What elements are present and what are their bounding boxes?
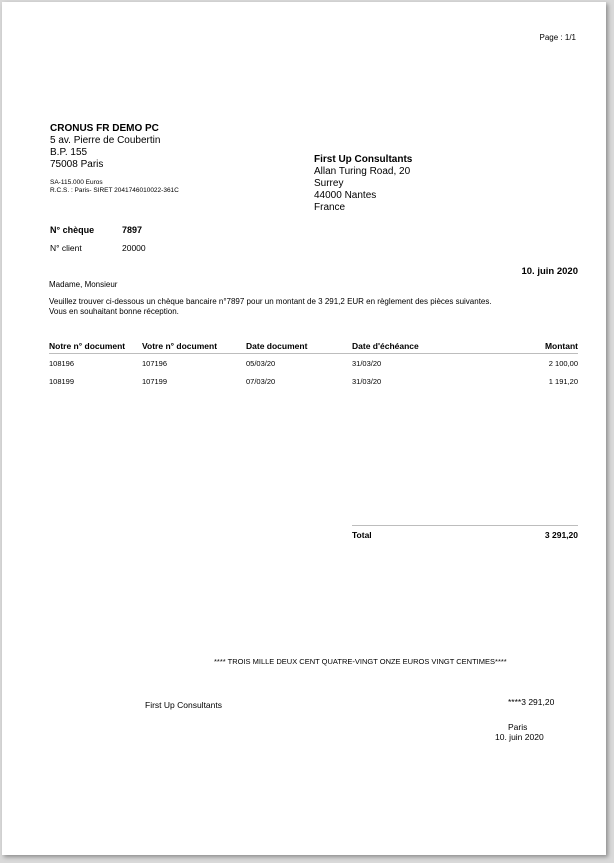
table-cell: 05/03/20 xyxy=(246,359,276,368)
table-cell: 31/03/20 xyxy=(352,359,382,368)
body-line: Vous en souhaitant bonne réception. xyxy=(49,307,179,316)
cheque-payee: First Up Consultants xyxy=(145,700,222,710)
check-number-value: 7897 xyxy=(122,225,143,235)
table-cell: 108199 xyxy=(49,377,75,386)
sender-legal-line: R.C.S. : Paris- SIRET 2041746010022-361C xyxy=(50,187,179,194)
cheque-place: Paris xyxy=(508,722,528,732)
client-number-label: N° client xyxy=(50,243,82,253)
table-cell: 107199 xyxy=(142,377,168,386)
sender-legal-line: SA-115.000 Euros xyxy=(50,179,103,186)
cheque-amount: ****3 291,20 xyxy=(508,697,555,707)
table-cell: 07/03/20 xyxy=(246,377,276,386)
table-cell: 107196 xyxy=(142,359,168,368)
column-header-due-date: Date d'échéance xyxy=(352,341,419,351)
column-header-your-doc: Votre n° document xyxy=(142,341,218,351)
total-value: 3 291,20 xyxy=(544,530,578,540)
document-date: 10. juin 2020 xyxy=(521,266,578,277)
recipient-name: First Up Consultants xyxy=(314,154,413,165)
column-header-doc-date: Date document xyxy=(246,341,308,351)
cheque-date: 10. juin 2020 xyxy=(495,732,544,742)
column-header-our-doc: Notre n° document xyxy=(49,341,126,351)
recipient-address-line: Allan Turing Road, 20 xyxy=(314,166,411,177)
recipient-address-line: 44000 Nantes xyxy=(314,190,377,201)
sender-address-line: B.P. 155 xyxy=(50,147,88,158)
total-label: Total xyxy=(352,530,372,540)
page-number: Page : 1/1 xyxy=(539,33,576,42)
amount-in-words: **** TROIS MILLE DEUX CENT QUATRE-VINGT ONZE EUROS VINGT CENTIMES**** xyxy=(214,657,507,666)
check-number-label: N° chèque xyxy=(50,225,95,235)
total-divider xyxy=(352,525,578,526)
recipient-address-line: France xyxy=(314,202,346,213)
client-number-value: 20000 xyxy=(122,243,146,253)
column-header-amount: Montant xyxy=(544,341,578,351)
sender-address-line: 75008 Paris xyxy=(50,159,104,170)
table-header-divider xyxy=(49,353,578,354)
body-line: Veuillez trouver ci-dessous un chèque bancaire n°7897 pour un montant de 3 291,2 EUR en règlement des pièces suivantes. xyxy=(49,297,492,306)
recipient-address-line: Surrey xyxy=(314,178,344,189)
sender-address-line: 5 av. Pierre de Coubertin xyxy=(50,135,161,146)
sender-name: CRONUS FR DEMO PC xyxy=(50,123,159,134)
table-cell: 31/03/20 xyxy=(352,377,382,386)
document-page xyxy=(2,2,606,855)
table-cell: 108196 xyxy=(49,359,75,368)
salutation: Madame, Monsieur xyxy=(49,280,118,289)
table-cell: 2 100,00 xyxy=(548,359,578,368)
table-cell: 1 191,20 xyxy=(548,377,578,386)
